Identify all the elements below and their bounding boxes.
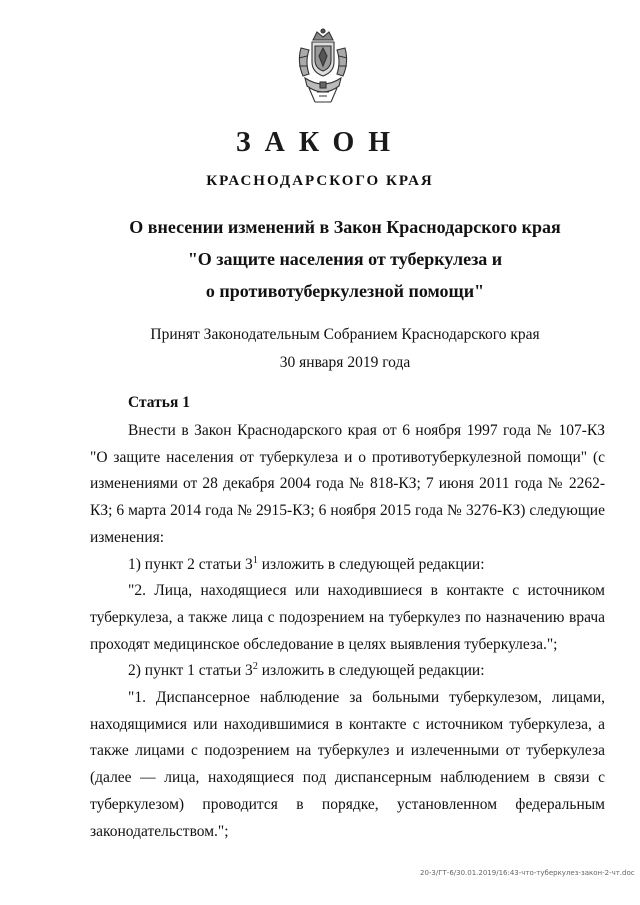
law-subtitle: КРАСНОДАРСКОГО КРАЯ: [206, 173, 434, 189]
item-1-suffix: изложить в следующей редакции:: [257, 555, 485, 573]
article-heading: Статья 1: [128, 394, 190, 411]
coat-of-arms-emblem: [295, 28, 351, 108]
law-title: ЗАКОН: [235, 127, 405, 158]
item-2-suffix: изложить в следующей редакции:: [257, 662, 485, 680]
item-1-prefix: 1) пункт 2 статьи 3: [128, 555, 253, 573]
document-title-line-1: О внесении изменений в Закон Краснодарского края: [129, 217, 561, 237]
adoption-line-1: Принят Законодательным Собранием Краснодарского края: [150, 326, 540, 343]
item-2-text-paragraph: "1. Диспансерное наблюдение за больными туберкулезом, лицами, находящимися или находившимися в контакте с источником туберкулеза, а также лицами с подозрением на туберкулез и излеченными от туберкулеза (далее — лица, находящиеся под диспансерным наблюдением в связи с туберкулезом) проводится в порядке, установленном федеральным законодательством.";: [90, 689, 605, 840]
item-2-paragraph: [90, 658, 605, 685]
item-1-paragraph: [90, 552, 605, 579]
adoption-date: 30 января 2019 года: [279, 354, 411, 371]
item-2-superscript: 2: [252, 661, 258, 673]
item-1-text-paragraph: "2. Лица, находящиеся или находившиеся в контакте с источником туберкулеза, а также лица с подозрением на туберкулез по назначению врача проходят медицинское обследование в целях выявления туберкулеза.";: [90, 582, 605, 653]
document-title-line-2: "О защите населения от туберкулеза и: [187, 249, 503, 269]
document-title-line-3: о противотуберкулезной помощи": [205, 281, 485, 301]
item-2-prefix: 2) пункт 1 статьи 3: [128, 662, 253, 680]
article-intro-paragraph: Внести в Закон Краснодарского края от 6 ноября 1997 года № 107-КЗ "О защите населения от туберкулеза и о противотуберкулезной помощи" (с изменениями от 28 декабря 2004 года № 818-КЗ; 7 июня 2011 года № 2262-КЗ; 6 марта 2014 года № 2915-КЗ; 6 ноября 2015 года № 3276-КЗ) следующие изменения:: [90, 422, 605, 546]
footer-file-path: 20-3/ГТ-6/30.01.2019/16:43-что-туберкулез-закон-2-чт.doc: [420, 869, 635, 877]
item-1-superscript: 1: [252, 554, 258, 566]
article-body: [90, 418, 605, 845]
